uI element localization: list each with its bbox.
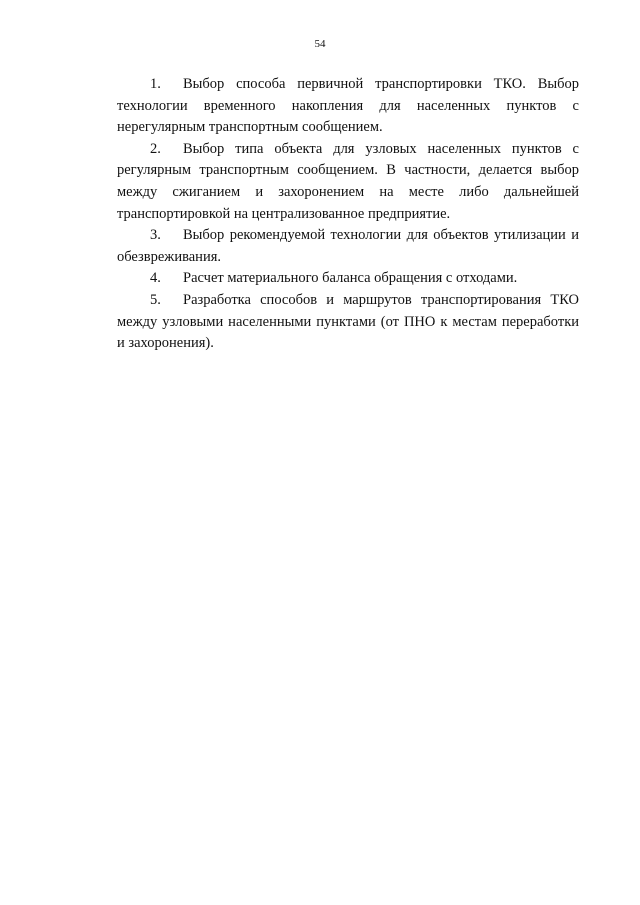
list-item: [117, 290, 579, 355]
list-item: [117, 268, 579, 290]
document-body: [117, 74, 579, 355]
list-item-text: Расчет материального баланса обращения с отходами.: [183, 270, 518, 287]
list-item-number: 1.: [150, 76, 161, 92]
list-item: [117, 225, 579, 268]
list-item-text: Выбор рекомендуемой технологии для объектов утилизации и обезвреживания.: [117, 227, 579, 265]
list-item-number: 4.: [150, 270, 161, 287]
list-item-text: Выбор типа объекта для узловых населенных пунктов с регулярным транспортным сообщением. В частности, делается выбор между сжиганием и захоронением на месте либо дальнейшей транспортировкой на централизованное предприятие.: [117, 140, 579, 222]
page-number: 54: [314, 38, 326, 50]
list-item: [117, 139, 579, 225]
list-item-number: 2.: [150, 140, 161, 157]
list-item-number: 3.: [150, 227, 161, 244]
list-item: [117, 74, 579, 139]
list-item-text: Выбор способа первичной транспортировки ТКО. Выбор технологии временного накопления для населенных пунктов с нерегулярным транспортным сообщением.: [117, 76, 579, 136]
list-item-text: Разработка способов и маршрутов транспортирования ТКО между узловыми населенными пунктами (от ПНО к местам переработки и захоронения).: [117, 291, 579, 352]
list-item-number: 5.: [150, 291, 161, 308]
